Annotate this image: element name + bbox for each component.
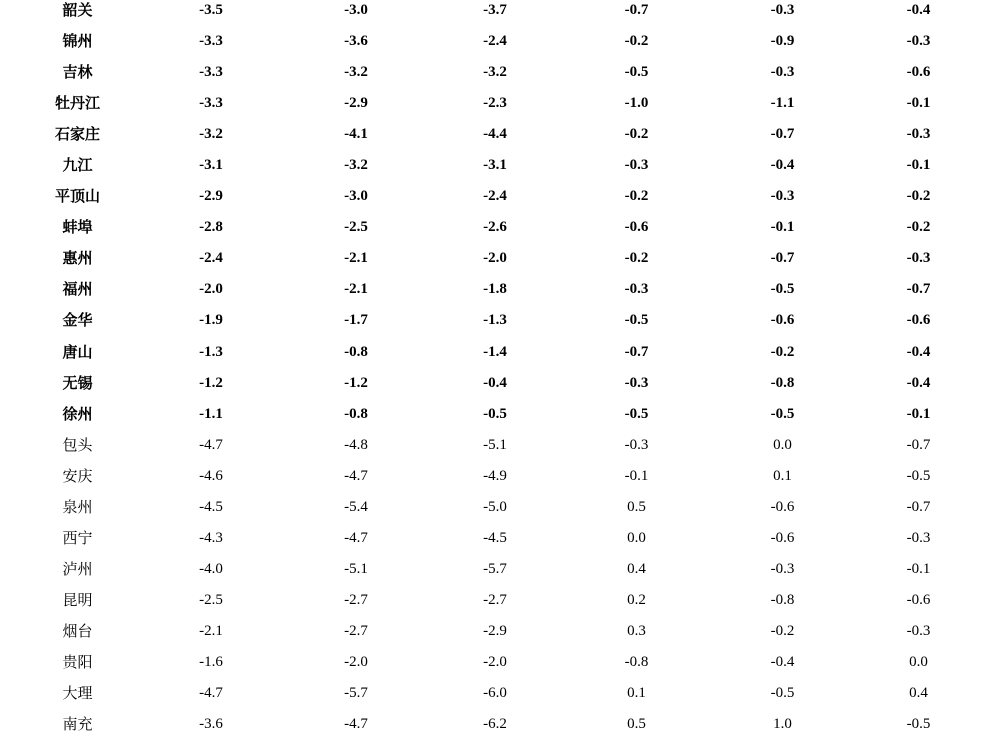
value-cell: -3.0 [344,2,368,19]
value-cell: -0.5 [770,281,795,298]
city-cell: 蚌埠 [62,218,93,237]
city-cell: 唐山 [62,342,93,361]
city-cell: 惠州 [62,249,93,268]
value-cell: -4.1 [344,126,368,143]
value-cell: -1.4 [483,343,507,360]
value-cell: -3.7 [483,2,507,19]
city-cell: 锦州 [62,32,93,51]
value-cell: -0.8 [624,654,649,670]
value-cell: -4.0 [199,560,223,577]
value-cell: -0.3 [624,157,649,174]
value-cell: -0.3 [906,250,931,267]
value-cell: -1.8 [483,281,507,298]
table-row [0,430,1000,461]
city-cell: 福州 [62,280,93,299]
value-cell: -0.5 [624,64,649,81]
value-cell: -0.3 [770,64,795,81]
value-cell: -0.3 [906,126,931,143]
value-cell: -0.3 [906,622,931,639]
value-cell: -3.1 [199,157,223,174]
value-cell: -2.1 [199,622,223,639]
value-cell: -2.0 [344,654,368,670]
value-cell: -0.7 [624,343,649,360]
city-cell: 包头 [62,435,93,454]
city-cell: 金华 [62,311,93,330]
value-cell: -4.7 [344,467,368,484]
table-row [0,523,1000,554]
table-row [0,616,1000,647]
city-cell: 西宁 [62,528,93,547]
table-row [0,337,1000,368]
city-cell: 昆明 [62,590,93,609]
value-cell: -1.1 [199,405,223,422]
table-row [0,57,1000,88]
value-cell: -0.2 [906,219,931,236]
value-cell: -0.1 [906,405,931,422]
city-cell: 石家庄 [54,125,100,144]
value-cell: -0.4 [906,343,931,360]
value-cell: -0.5 [906,716,931,733]
value-cell: -0.1 [906,157,931,174]
value-cell: -0.4 [906,374,931,391]
value-cell: -1.2 [344,374,368,391]
value-cell: -0.2 [624,126,649,143]
value-cell: -0.7 [770,250,795,267]
value-cell: -2.4 [199,250,223,267]
value-cell: -1.7 [344,312,368,329]
city-cell: 泉州 [62,497,93,516]
city-cell: 九江 [62,156,93,175]
value-cell: -2.3 [483,95,507,112]
value-cell: -0.6 [906,64,931,81]
value-cell: -1.2 [199,374,223,391]
value-cell: -0.6 [770,312,795,329]
value-cell: -2.4 [483,33,507,50]
value-cell: -0.3 [624,436,649,453]
table-row [0,554,1000,585]
table-row [0,585,1000,616]
value-cell: -1.6 [199,654,223,670]
city-cell: 吉林 [62,63,93,82]
value-cell: -2.8 [199,219,223,236]
table-row [0,368,1000,399]
value-cell: -0.4 [770,654,795,670]
value-cell: -2.5 [199,591,223,608]
value-cell: -6.2 [483,716,507,733]
table-row [0,26,1000,57]
value-cell: 0.0 [627,529,646,546]
value-cell: -0.3 [770,560,795,577]
value-cell: -2.9 [199,188,223,205]
value-cell: 0.0 [773,436,792,453]
value-cell: -2.9 [483,622,507,639]
table-row [0,492,1000,523]
value-cell: -1.0 [624,95,649,112]
value-cell: -0.8 [770,591,795,608]
value-cell: -0.1 [906,560,931,577]
value-cell: -0.2 [624,33,649,50]
value-cell: -5.7 [483,560,507,577]
value-cell: -0.3 [770,2,795,19]
value-cell: -2.9 [344,95,368,112]
city-cell: 泸州 [62,559,93,578]
value-cell: 0.0 [909,654,928,670]
table-row [0,119,1000,150]
value-cell: -0.6 [906,312,931,329]
value-cell: -0.7 [906,281,931,298]
value-cell: 1.0 [773,716,792,733]
value-cell: -2.1 [344,281,368,298]
value-cell: -3.2 [344,157,368,174]
value-cell: -0.2 [624,188,649,205]
table-row [0,305,1000,336]
value-cell: -0.1 [770,219,795,236]
value-cell: 0.4 [909,685,928,702]
value-cell: -3.3 [199,64,223,81]
city-cell: 贵阳 [62,653,93,671]
value-cell: -0.3 [770,188,795,205]
value-cell: -1.3 [199,343,223,360]
value-cell: -0.5 [624,405,649,422]
table-row [0,461,1000,492]
value-cell: -0.7 [624,2,649,19]
value-cell: -3.1 [483,157,507,174]
value-cell: -0.5 [906,467,931,484]
value-cell: -0.4 [483,374,507,391]
value-cell: -3.3 [199,95,223,112]
value-cell: -0.6 [770,529,795,546]
table-row [0,212,1000,243]
table-row [0,399,1000,430]
value-cell: -0.3 [624,281,649,298]
value-cell: -4.6 [199,467,223,484]
city-cell: 安庆 [62,466,93,485]
city-cell: 韶关 [62,1,93,20]
value-cell: -2.1 [344,250,368,267]
value-cell: 0.5 [627,498,646,515]
table-row [0,181,1000,212]
value-cell: -0.2 [770,622,795,639]
value-cell: -1.1 [770,95,795,112]
city-cell: 徐州 [62,404,93,423]
value-cell: -1.3 [483,312,507,329]
value-cell: -5.1 [483,436,507,453]
value-cell: -0.5 [483,405,507,422]
table-row [0,88,1000,119]
value-cell: -2.5 [344,219,368,236]
value-cell: -2.6 [483,219,507,236]
table-row [0,709,1000,740]
value-cell: -0.1 [906,95,931,112]
value-cell: -0.6 [770,498,795,515]
table-row [0,150,1000,181]
value-cell: -5.1 [344,560,368,577]
value-cell: -4.7 [344,529,368,546]
value-cell: -5.7 [344,685,368,702]
value-cell: -5.4 [344,498,368,515]
value-cell: 0.1 [773,467,792,484]
value-cell: -0.3 [906,529,931,546]
city-cell: 无锡 [62,373,93,392]
value-cell: -0.4 [906,2,931,19]
value-cell: -0.2 [906,188,931,205]
value-cell: -4.5 [199,498,223,515]
value-cell: -4.4 [483,126,507,143]
value-cell: -3.2 [199,126,223,143]
value-cell: -4.8 [344,436,368,453]
value-cell: 0.3 [627,622,646,639]
value-cell: -0.2 [770,343,795,360]
value-cell: -0.7 [906,436,931,453]
value-cell: -2.7 [483,591,507,608]
value-cell: -0.5 [624,312,649,329]
table-row [0,243,1000,274]
value-cell: -0.2 [624,250,649,267]
value-cell: -3.3 [199,33,223,50]
table-row [0,0,1000,26]
value-cell: -1.9 [199,312,223,329]
value-cell: 0.5 [627,716,646,733]
value-cell: 0.2 [627,591,646,608]
value-cell: 0.4 [627,560,646,577]
value-cell: -6.0 [483,685,507,702]
value-cell: -3.6 [344,33,368,50]
value-cell: -4.7 [344,716,368,733]
value-cell: -0.5 [770,685,795,702]
value-cell: -0.6 [906,591,931,608]
value-cell: -0.3 [624,374,649,391]
value-cell: -0.1 [624,467,649,484]
value-cell: -4.9 [483,467,507,484]
city-cell: 烟台 [62,621,93,640]
value-cell: -0.9 [770,33,795,50]
value-cell: -2.4 [483,188,507,205]
city-cell: 牡丹江 [54,94,100,113]
value-cell: -0.3 [906,33,931,50]
city-cell: 平顶山 [54,187,100,206]
value-cell: -0.5 [770,405,795,422]
value-cell: -3.2 [344,64,368,81]
value-cell: -2.0 [199,281,223,298]
value-cell: -2.0 [483,250,507,267]
value-cell: -0.8 [344,343,368,360]
value-cell: -2.7 [344,622,368,639]
value-cell: -5.0 [483,498,507,515]
value-cell: -3.2 [483,64,507,81]
value-cell: -4.7 [199,685,223,702]
table-row [0,647,1000,678]
value-cell: -4.5 [483,529,507,546]
value-cell: -4.3 [199,529,223,546]
city-cell: 南充 [62,715,93,734]
value-cell: 0.1 [627,685,646,702]
value-cell: -4.7 [199,436,223,453]
value-cell: -0.7 [906,498,931,515]
value-cell: -0.4 [770,157,795,174]
value-cell: -3.5 [199,2,223,19]
table-row [0,274,1000,305]
value-cell: -3.0 [344,188,368,205]
value-cell: -2.7 [344,591,368,608]
city-cell: 大理 [62,684,93,703]
table-row [0,678,1000,709]
value-cell: -0.8 [770,374,795,391]
value-cell: -2.0 [483,654,507,670]
value-cell: -0.6 [624,219,649,236]
value-cell: -0.7 [770,126,795,143]
value-cell: -3.6 [199,716,223,733]
value-cell: -0.8 [344,405,368,422]
